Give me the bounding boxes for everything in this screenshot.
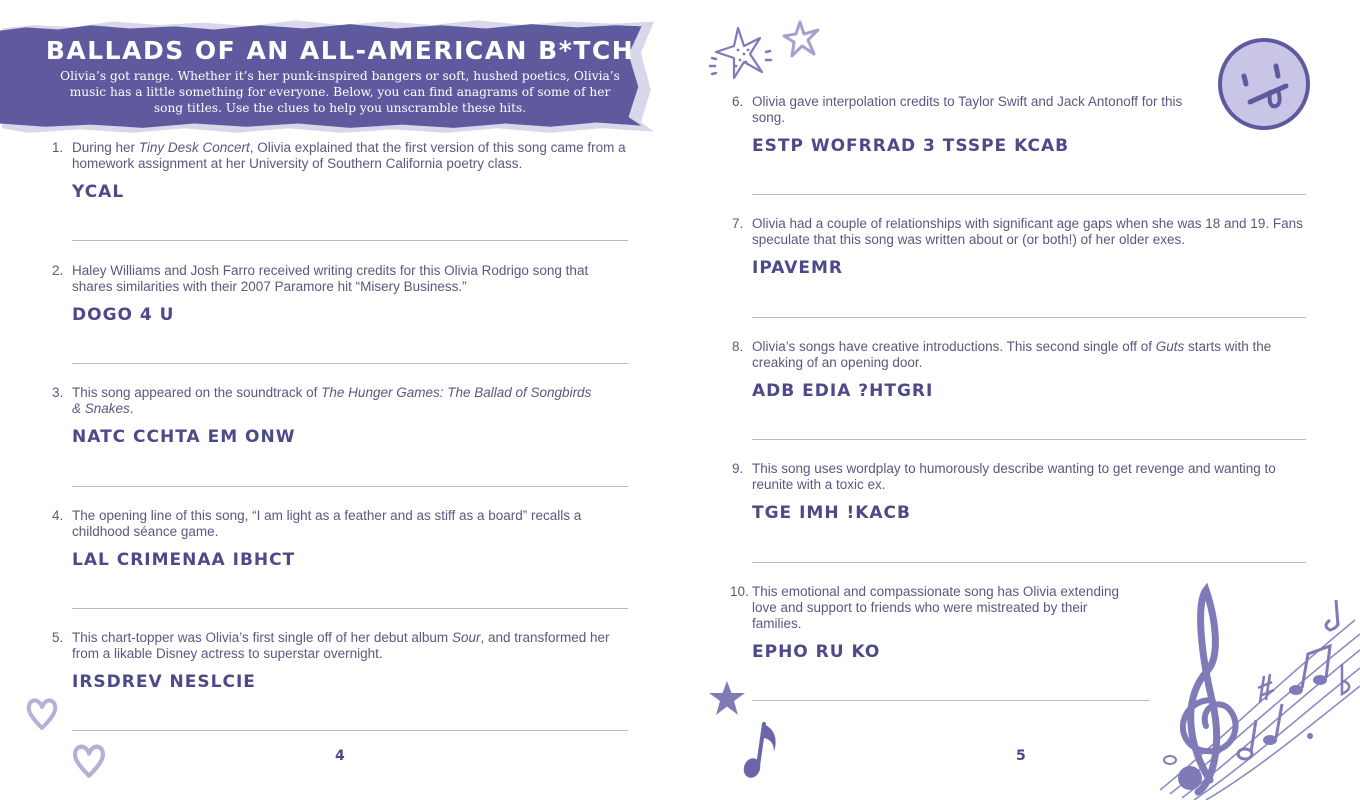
star-solid-icon — [708, 680, 746, 716]
eighth-note-icon — [740, 718, 786, 780]
answer-line-7[interactable] — [752, 317, 1306, 318]
question-3 — [52, 385, 592, 447]
question-9 — [732, 461, 1282, 523]
treble-clef-staff-icon — [1150, 580, 1360, 800]
question-number: 5. — [52, 630, 64, 645]
anagram: NATC CCHTA EM ONW — [72, 427, 296, 447]
star-outline-icon — [780, 18, 824, 62]
answer-line-3[interactable] — [72, 486, 628, 487]
question-7 — [732, 216, 1312, 278]
anagram: IRSDREV NESLCIE — [72, 672, 256, 692]
question-10 — [730, 584, 1122, 662]
anagram: EPHO RU KO — [752, 642, 881, 662]
question-clue: This chart-topper was Olivia’s first single off of her debut album Sour, and transformed her from a likable Disney actress to superstar overnight. — [72, 630, 610, 661]
question-number: 1. — [52, 140, 64, 155]
question-number: 3. — [52, 385, 64, 400]
page-number-right: 5 — [1016, 748, 1026, 764]
question-4 — [52, 508, 632, 570]
question-8 — [732, 339, 1312, 401]
heart-icon — [24, 696, 60, 732]
anagram: DOGO 4 U — [72, 305, 175, 325]
anagram: ADB EDIA ?HTGRI — [752, 381, 934, 401]
answer-line-4[interactable] — [72, 608, 628, 609]
answer-line-2[interactable] — [72, 363, 628, 364]
question-clue: Olivia had a couple of relationships with significant age gaps when she was 18 and 19. Fans speculate that this song was written about or (or both!) of her older exes. — [752, 216, 1303, 247]
answer-line-9[interactable] — [752, 562, 1306, 563]
question-clue: This emotional and compassionate song has Olivia extending love and support to friends who were mistreated by their families. — [752, 584, 1119, 631]
smiley-face-icon — [1216, 36, 1312, 132]
question-number: 9. — [732, 461, 744, 476]
question-clue: This song uses wordplay to humorously describe wanting to get revenge and wanting to reunite with a toxic ex. — [752, 461, 1276, 492]
question-number: 7. — [732, 216, 744, 231]
answer-line-5[interactable] — [72, 730, 628, 731]
anagram: TGE IMH !KACB — [752, 503, 911, 523]
question-number: 4. — [52, 508, 64, 523]
question-1 — [52, 140, 632, 202]
answer-line-1[interactable] — [72, 240, 628, 241]
question-number: 10. — [730, 584, 749, 599]
question-clue: During her Tiny Desk Concert, Olivia explained that the first version of this song came from a homework assignment at her University of Southern California poetry class. — [72, 140, 626, 171]
question-clue: Haley Williams and Josh Farro received writing credits for this Olivia Rodrigo song that shares similarities with their 2007 Paramore hit “Misery Business.” — [72, 263, 589, 294]
answer-line-10[interactable] — [752, 700, 1150, 701]
question-number: 2. — [52, 263, 64, 278]
anagram: IPAVEMR — [752, 258, 844, 278]
star-doodle-icon — [708, 22, 780, 84]
question-number: 8. — [732, 339, 744, 354]
question-clue: This song appeared on the soundtrack of The Hunger Games: The Ballad of Songbirds & Snakes. — [72, 385, 592, 416]
question-clue: Olivia’s songs have creative introductions. This second single off of Guts starts with the creaking of an opening door. — [752, 339, 1272, 370]
right-page — [680, 0, 1360, 800]
anagram: YCAL — [72, 182, 125, 202]
intro-text: Olivia’s got range. Whether it’s her punk-inspired bangers or soft, hushed poetics, Olivia’s music has a little something for everyone. Below, you can find anagrams of some of her song titles. Use the clues to help you unscramble these hits. — [60, 69, 620, 115]
answer-line-6[interactable] — [752, 194, 1306, 195]
question-5 — [52, 630, 632, 692]
heart-icon — [70, 742, 108, 780]
question-clue: The opening line of this song, “I am light as a feather and as stiff as a board” recalls a childhood séance game. — [72, 508, 582, 539]
page-number-left: 4 — [335, 748, 345, 764]
question-number: 6. — [732, 94, 744, 109]
question-6 — [732, 94, 1192, 156]
anagram: ESTP WOFRRAD 3 TSSPE KCAB — [752, 136, 1070, 156]
question-clue: Olivia gave interpolation credits to Taylor Swift and Jack Antonoff for this song. — [752, 94, 1183, 125]
page-title: BALLADS OF AN ALL-AMERICAN B*TCH — [45, 36, 635, 65]
anagram: LAL CRIMENAA IBHCT — [72, 550, 296, 570]
question-2 — [52, 263, 632, 325]
answer-line-8[interactable] — [752, 439, 1306, 440]
